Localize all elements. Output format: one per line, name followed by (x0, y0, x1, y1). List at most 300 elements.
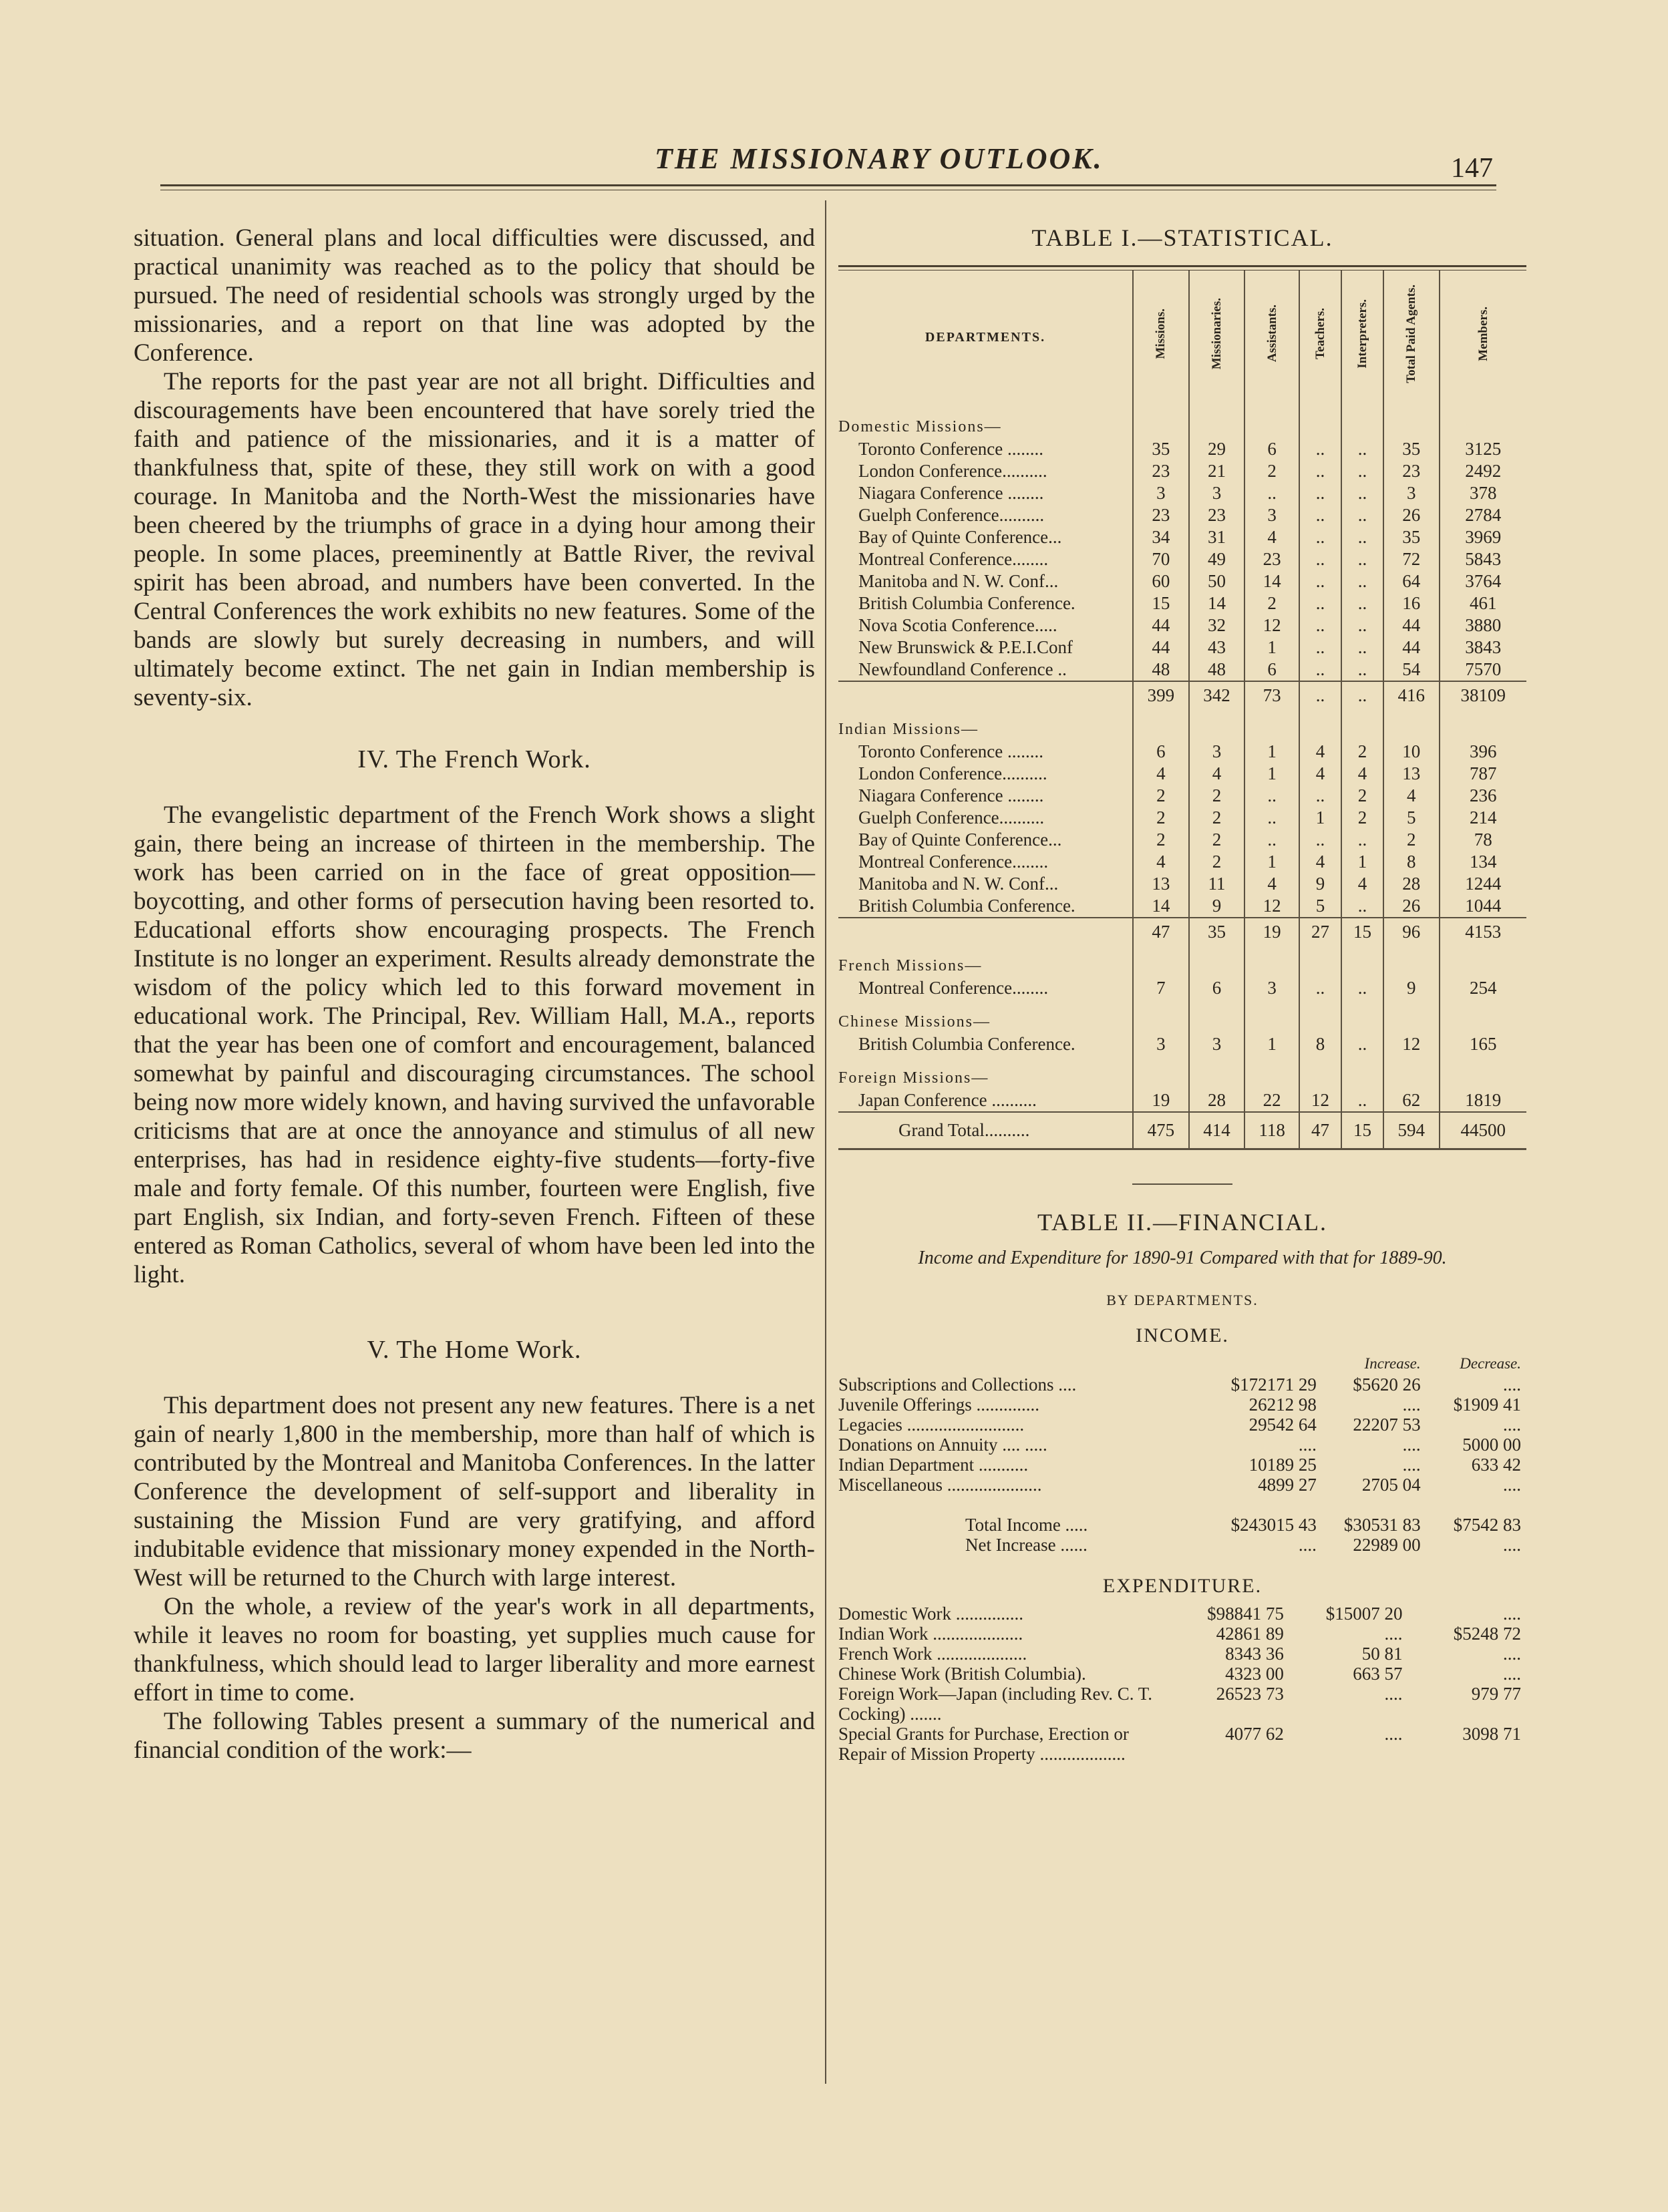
table-cell: 4 (1299, 741, 1341, 763)
table-cell: 44 (1383, 636, 1440, 659)
table-cell: .. (1299, 659, 1341, 681)
amount-cell: .... (1503, 1374, 1521, 1395)
amount-cell: 29542 64 (1248, 1415, 1317, 1435)
table-cell: 5843 (1440, 548, 1526, 570)
empty-cell (1383, 943, 1440, 977)
table-cell: 78 (1440, 829, 1526, 851)
column-header (1383, 270, 1440, 404)
table-cell: .. (1341, 570, 1383, 592)
section-row (838, 707, 1526, 741)
table-cell: 5 (1299, 895, 1341, 918)
table-row (838, 785, 1526, 807)
empty-cell (1341, 999, 1383, 1033)
amount-cell: .... (1298, 1535, 1317, 1555)
table-cell: 6 (1244, 659, 1299, 681)
table-cell: 21 (1189, 460, 1245, 482)
income-row (838, 1374, 1526, 1395)
table-cell: 461 (1440, 592, 1526, 614)
table-cell: 8 (1299, 1033, 1341, 1055)
table-cell: .. (1341, 1033, 1383, 1055)
table-cell: 12 (1299, 1089, 1341, 1112)
empty-cell (1341, 1055, 1383, 1089)
table-cell: 14 (1133, 895, 1189, 918)
table-cell: 31 (1189, 526, 1245, 548)
empty-cell (1189, 1055, 1245, 1089)
table-cell: 2 (1383, 829, 1440, 851)
paragraph: situation. General plans and local difficulties were discussed, and practical unanimity was reached as to the policy that should be pursued. The need of residential schools was strongly urged by the missionaries, and a report on that line was adopted by the Conference. (134, 224, 815, 367)
column-header (1244, 270, 1299, 404)
empty-cell (1189, 707, 1245, 741)
subtotal-cell: 15 (1341, 918, 1383, 943)
column-header-label: Missions. (1154, 308, 1168, 359)
section-title: Chinese Missions— (838, 1013, 991, 1031)
table-cell: 2 (1189, 785, 1245, 807)
row-label: Juvenile Offerings .............. (838, 1395, 1039, 1415)
table-cell: 4 (1341, 873, 1383, 895)
table-cell: 3 (1189, 741, 1245, 763)
paragraph: The following Tables present a summary of the numerical and financial condition of the work:— (134, 1708, 815, 1764)
table-cell: 48 (1189, 659, 1245, 681)
empty-cell (1299, 404, 1341, 438)
row-label: Total Income ..... (965, 1515, 1088, 1535)
table-cell: 3 (1244, 977, 1299, 999)
income-table (838, 1353, 1526, 1555)
amount-cell: 26212 98 (1248, 1395, 1317, 1415)
table-cell: 8 (1383, 851, 1440, 873)
table-cell: 2 (1189, 851, 1245, 873)
table-cell: 4 (1244, 873, 1299, 895)
row-label: New Brunswick & P.E.I.Conf (858, 637, 1073, 657)
table-cell: 1 (1244, 763, 1299, 785)
table-cell: 60 (1133, 570, 1189, 592)
table-cell: .. (1244, 807, 1299, 829)
expenditure-row (838, 1624, 1526, 1644)
section-title: Indian Missions— (838, 721, 979, 738)
subtotal-row (838, 918, 1526, 943)
amount-cell: $5620 26 (1353, 1374, 1421, 1395)
paragraph: The reports for the past year are not all bright. Difficulties and discouragements have been encountered that have sorely tried the faith and patience of the missionaries, and it is a matter of thankfulness that, spite of these, they still work on with a good courage. In Manitoba and the North-West the missionaries have been cheered by the triumphs of grace in a dying hour among their people. In some places, preeminently at Battle River, the revival spirit has been abroad, and numbers have been converted. In the Central Conferences the work exhibits no new features. Some of the bands are slowly but surely decreasing in numbers, and will ultimately become extinct. The net gain in Indian membership is seventy-six. (134, 368, 815, 711)
table-cell: 4 (1299, 763, 1341, 785)
section-heading: V. The Home Work. (367, 1336, 582, 1364)
grand-total-cell: 47 (1299, 1112, 1341, 1149)
table-row (838, 659, 1526, 681)
row-label: Chinese Work (British Columbia). (838, 1664, 1086, 1684)
row-label: Niagara Conference ........ (858, 483, 1044, 503)
empty-cell (1440, 707, 1526, 741)
table-cell: 134 (1440, 851, 1526, 873)
row-label: Guelph Conference.......... (858, 505, 1045, 525)
table-cell: 23 (1244, 548, 1299, 570)
table-cell: 16 (1383, 592, 1440, 614)
table-row (838, 504, 1526, 526)
subtotal-cell: 38109 (1440, 681, 1526, 707)
table-cell: 3 (1383, 482, 1440, 504)
section-row (838, 943, 1526, 977)
income-row (838, 1435, 1526, 1455)
income-row (838, 1395, 1526, 1415)
table-cell: .. (1341, 636, 1383, 659)
row-label: Toronto Conference ........ (858, 439, 1044, 459)
grand-total-row (838, 1112, 1526, 1149)
table-cell: 35 (1133, 438, 1189, 460)
amount-cell: 50 81 (1361, 1644, 1403, 1664)
section-title: Domestic Missions— (838, 418, 1002, 435)
table-row (838, 614, 1526, 636)
table-cell: 23 (1383, 460, 1440, 482)
column-header: DEPARTMENTS. (925, 329, 1046, 345)
amount-cell: .... (1503, 1415, 1521, 1435)
table-cell: .. (1341, 548, 1383, 570)
table-cell: .. (1299, 785, 1341, 807)
subtotal-cell: 4153 (1440, 918, 1526, 943)
income-row (838, 1415, 1526, 1435)
amount-cell: 4077 62 (1225, 1724, 1284, 1744)
row-label: Foreign Work—Japan (including Rev. C. T. Cocking) ....... (838, 1684, 1153, 1724)
table-cell: .. (1341, 526, 1383, 548)
table-cell: 48 (1133, 659, 1189, 681)
row-label: British Columbia Conference. (858, 896, 1075, 916)
table-row (838, 438, 1526, 460)
amount-cell: .... (1402, 1455, 1421, 1475)
row-label: London Conference.......... (858, 763, 1047, 783)
row-label: Manitoba and N. W. Conf... (858, 571, 1059, 591)
table-cell: 2 (1189, 829, 1245, 851)
amount-cell: 22207 53 (1353, 1415, 1421, 1435)
grand-total-cell: 118 (1244, 1112, 1299, 1149)
table-cell: 7 (1133, 977, 1189, 999)
row-label: Indian Department ........... (838, 1455, 1029, 1475)
amount-cell: $98841 75 (1207, 1604, 1284, 1624)
row-label: Toronto Conference ........ (858, 741, 1044, 761)
table-cell: 23 (1133, 504, 1189, 526)
table-cell: .. (1299, 460, 1341, 482)
expenditure-table (838, 1604, 1526, 1764)
table-cell: 5 (1383, 807, 1440, 829)
table-cell: .. (1341, 504, 1383, 526)
table-cell: 12 (1383, 1033, 1440, 1055)
table-cell: 2 (1244, 592, 1299, 614)
subtotal-cell: 35 (1189, 918, 1245, 943)
subtotal-cell: 27 (1299, 918, 1341, 943)
table-cell: 2 (1341, 807, 1383, 829)
table-cell: 254 (1440, 977, 1526, 999)
subtotal-cell (838, 681, 1133, 707)
row-label: Indian Work .................... (838, 1624, 1023, 1644)
table-row (838, 807, 1526, 829)
subtotal-cell: 47 (1133, 918, 1189, 943)
table-cell: 1 (1244, 741, 1299, 763)
amount-cell: 42861 89 (1216, 1624, 1284, 1644)
table-cell: 396 (1440, 741, 1526, 763)
table-cell: 28 (1189, 1089, 1245, 1112)
section-title: Foreign Missions— (838, 1069, 989, 1087)
table-cell: .. (1341, 659, 1383, 681)
table-cell: .. (1341, 460, 1383, 482)
table-cell: 23 (1133, 460, 1189, 482)
table-cell: .. (1341, 438, 1383, 460)
table-cell: 4 (1299, 851, 1341, 873)
section-heading: IV. The French Work. (357, 745, 591, 773)
row-label: Niagara Conference ........ (858, 785, 1044, 805)
table-cell: 4 (1133, 763, 1189, 785)
column-divider (825, 200, 826, 2084)
table-cell: 35 (1383, 438, 1440, 460)
table-cell: 3 (1189, 482, 1245, 504)
row-label: Subscriptions and Collections .... (838, 1374, 1077, 1395)
empty-cell (1440, 1055, 1526, 1089)
table-cell: 49 (1189, 548, 1245, 570)
empty-cell (1133, 999, 1189, 1033)
subtotal-cell: .. (1299, 681, 1341, 707)
table-cell: 3 (1244, 504, 1299, 526)
table-row (838, 1089, 1526, 1112)
section-row (838, 999, 1526, 1033)
table-cell: 6 (1133, 741, 1189, 763)
table-cell: .. (1341, 829, 1383, 851)
empty-cell (1244, 999, 1299, 1033)
row-label: Montreal Conference........ (858, 852, 1049, 872)
row-label: Bay of Quinte Conference... (858, 527, 1062, 547)
table-row (838, 977, 1526, 999)
table-cell: 43 (1189, 636, 1245, 659)
empty-cell (1244, 404, 1299, 438)
table-cell: .. (1299, 592, 1341, 614)
table-cell: .. (1244, 482, 1299, 504)
column-header-label: Total Paid Agents. (1404, 284, 1419, 383)
empty-cell (1189, 943, 1245, 977)
table-cell: .. (1299, 438, 1341, 460)
amount-cell: 22989 00 (1353, 1535, 1421, 1555)
empty-cell (1299, 707, 1341, 741)
table-cell: 12 (1244, 614, 1299, 636)
table-cell: .. (1299, 526, 1341, 548)
table-cell: 2 (1244, 460, 1299, 482)
row-label: Legacies .......................... (838, 1415, 1025, 1435)
table-row (838, 873, 1526, 895)
amount-cell: .... (1503, 1644, 1521, 1664)
column-header (1341, 270, 1383, 404)
table-cell: 1 (1244, 636, 1299, 659)
amount-cell: .... (1503, 1475, 1521, 1495)
table-cell: 12 (1244, 895, 1299, 918)
table-row (838, 895, 1526, 918)
table-row (838, 482, 1526, 504)
table-cell: 2 (1189, 807, 1245, 829)
row-label: Japan Conference .......... (858, 1090, 1037, 1110)
empty-cell (1299, 943, 1341, 977)
table-cell: .. (1299, 548, 1341, 570)
row-label: Special Grants for Purchase, Erection or Repair of Mission Property ................... (838, 1724, 1129, 1764)
financial-section (838, 1209, 1526, 1764)
table-row (838, 1033, 1526, 1055)
amount-cell: .... (1503, 1535, 1521, 1555)
amount-cell: .... (1384, 1724, 1403, 1744)
income-row (838, 1475, 1526, 1495)
empty-cell (1244, 943, 1299, 977)
amount-cell: .... (1503, 1664, 1521, 1684)
empty-cell (1383, 707, 1440, 741)
empty-cell (1440, 999, 1526, 1033)
table-cell: 26 (1383, 895, 1440, 918)
table-cell: 9 (1383, 977, 1440, 999)
table-cell: .. (1341, 1089, 1383, 1112)
paragraph: The evangelistic department of the French Work shows a slight gain, there being an increase of thirteen in the membership. The work has been carried on in the face of great opposition—boycotting, and other forms of persecution having been resorted to. Educational efforts show encouraging prospects. The French Institute is no longer an experiment. Results already demonstrate the wisdom of the policy which led to this forward movement in educational work. The Principal, Rev. William Hall, M.A., reports that the year has been one of comfort and encouragement, balanced somewhat by painful and discouraging circumstances. The school being now more widely known, and having survived the unfavorable criticisms that are at once the annoyance and stimulus of all new enterprises, has had in residence eighty-five students—forty-five male and forty female. Of this number, fourteen were English, five part English, six Indian, and forty-seven French. Fifteen of these entered as Roman Catholics, several of whom have been led into the light. (134, 801, 815, 1288)
table-row (838, 570, 1526, 592)
amount-cell: 5000 00 (1462, 1435, 1521, 1455)
table-cell: 1819 (1440, 1089, 1526, 1112)
empty-cell (1440, 404, 1526, 438)
table-cell: .. (1299, 977, 1341, 999)
table-cell: 4 (1383, 785, 1440, 807)
table-cell: 3969 (1440, 526, 1526, 548)
column-header (1189, 270, 1245, 404)
expenditure-row (838, 1644, 1526, 1664)
table-row (838, 829, 1526, 851)
table-cell: .. (1341, 977, 1383, 999)
amount-cell: $30531 83 (1343, 1515, 1421, 1535)
table-cell: 50 (1189, 570, 1245, 592)
empty-cell (1133, 404, 1189, 438)
table-cell: 2784 (1440, 504, 1526, 526)
row-label: Domestic Work ............... (838, 1604, 1024, 1624)
amount-cell: 8343 36 (1225, 1644, 1284, 1664)
empty-cell (1133, 943, 1189, 977)
table-row (838, 592, 1526, 614)
table-cell: 22 (1244, 1089, 1299, 1112)
table-cell: 3 (1133, 1033, 1189, 1055)
income-row (838, 1455, 1526, 1475)
amount-cell: .... (1384, 1684, 1403, 1704)
left-column (134, 224, 815, 1765)
expenditure-heading: EXPENDITURE. (1102, 1575, 1263, 1597)
empty-cell (1383, 404, 1440, 438)
row-label: Net Increase ...... (965, 1535, 1088, 1555)
table-cell: .. (1341, 614, 1383, 636)
table-cell: 2 (1341, 741, 1383, 763)
table-cell: 6 (1189, 977, 1245, 999)
table-cell: .. (1341, 895, 1383, 918)
table-cell: 214 (1440, 807, 1526, 829)
total-income-row (838, 1495, 1526, 1535)
table-cell: 3125 (1440, 438, 1526, 460)
section-row (838, 1055, 1526, 1089)
amount-cell: .... (1402, 1435, 1421, 1455)
row-label: Guelph Conference.......... (858, 807, 1045, 827)
expenditure-row (838, 1684, 1526, 1724)
by-departments-label: BY DEPARTMENTS. (1106, 1292, 1259, 1308)
amount-cell: $243015 43 (1230, 1515, 1317, 1535)
table-rule (838, 265, 1526, 267)
column-header (1440, 270, 1526, 404)
table-cell: .. (1299, 614, 1341, 636)
header-rule (160, 184, 1496, 186)
page-number: 147 (1451, 153, 1493, 184)
grand-total-cell: 475 (1133, 1112, 1189, 1149)
table-cell: 7570 (1440, 659, 1526, 681)
table-cell: 9 (1299, 873, 1341, 895)
table-cell: 236 (1440, 785, 1526, 807)
table-cell: 4 (1133, 851, 1189, 873)
column-header-label: Members. (1476, 306, 1490, 361)
subtotal-cell: .. (1341, 681, 1383, 707)
table-cell: .. (1341, 592, 1383, 614)
right-column (838, 224, 1526, 1764)
amount-cell: 3098 71 (1462, 1724, 1521, 1744)
subtotal-cell: 399 (1133, 681, 1189, 707)
section-title: French Missions— (838, 957, 983, 974)
empty-cell (1133, 1055, 1189, 1089)
table-row (838, 526, 1526, 548)
amount-cell: 4323 00 (1225, 1664, 1284, 1684)
table-cell: 35 (1383, 526, 1440, 548)
amount-cell: 663 57 (1353, 1664, 1403, 1684)
table-cell: 44 (1133, 636, 1189, 659)
table-cell: 4 (1341, 763, 1383, 785)
amount-cell: .... (1384, 1624, 1403, 1644)
table-cell: 9 (1189, 895, 1245, 918)
table-cell: 378 (1440, 482, 1526, 504)
subtotal-cell: 342 (1189, 681, 1245, 707)
amount-cell: 633 42 (1471, 1455, 1521, 1475)
column-header (1299, 270, 1341, 404)
table-cell: 44 (1133, 614, 1189, 636)
empty-cell (1189, 404, 1245, 438)
amount-cell: $1909 41 (1453, 1395, 1521, 1415)
statistical-table (838, 270, 1526, 1150)
table-row (838, 460, 1526, 482)
paragraph: On the whole, a review of the year's work in all departments, while it leaves no room for boasting, yet supplies much cause for thankfulness, which should lead to larger liberality and more earnest effort in time to come. (134, 1593, 815, 1706)
amount-cell: $172171 29 (1230, 1374, 1317, 1395)
empty-cell (1383, 999, 1440, 1033)
row-label: British Columbia Conference. (858, 593, 1075, 613)
table-cell: 11 (1189, 873, 1245, 895)
row-label: Montreal Conference........ (858, 549, 1049, 569)
increase-header: Increase. (1364, 1355, 1421, 1372)
column-header (1133, 270, 1189, 404)
table-row (838, 741, 1526, 763)
table-title: TABLE I.—STATISTICAL. (1031, 224, 1333, 251)
table-cell: 2 (1133, 785, 1189, 807)
amount-cell: $15007 20 (1325, 1604, 1403, 1624)
table-row (838, 763, 1526, 785)
table-row (838, 636, 1526, 659)
row-label: British Columbia Conference. (858, 1034, 1075, 1054)
table-cell: 28 (1383, 873, 1440, 895)
table-cell: 1 (1299, 807, 1341, 829)
amount-cell: $7542 83 (1453, 1515, 1521, 1535)
table-cell: 23 (1189, 504, 1245, 526)
empty-cell (1244, 1055, 1299, 1089)
decrease-header: Decrease. (1460, 1355, 1521, 1372)
amount-cell: .... (1503, 1604, 1521, 1624)
empty-cell (1133, 707, 1189, 741)
table-cell: 26 (1383, 504, 1440, 526)
grand-total-cell: 594 (1383, 1112, 1440, 1149)
table-cell: 1044 (1440, 895, 1526, 918)
table-title: TABLE II.—FINANCIAL. (1037, 1209, 1328, 1236)
income-heading: INCOME. (1136, 1324, 1229, 1346)
subtotal-cell: 416 (1383, 681, 1440, 707)
table-cell: .. (1244, 829, 1299, 851)
grand-total-cell: 414 (1189, 1112, 1245, 1149)
table-cell: 14 (1244, 570, 1299, 592)
table-cell: 1 (1341, 851, 1383, 873)
net-increase-row (838, 1535, 1526, 1555)
expenditure-row (838, 1604, 1526, 1624)
grand-total-cell: 44500 (1440, 1112, 1526, 1149)
paragraph: This department does not present any new features. There is a net gain of nearly 1,800 in the membership, more than half of which is contributed by the Montreal and Manitoba Conferences. In the latter Conference the development of self-support and liberality in sustaining the Mission Fund are very gratifying, and afford indubitable evidence that missionary money expended in the North-West will be returned to the Church with large interest. (134, 1392, 815, 1592)
table-cell: .. (1299, 829, 1341, 851)
